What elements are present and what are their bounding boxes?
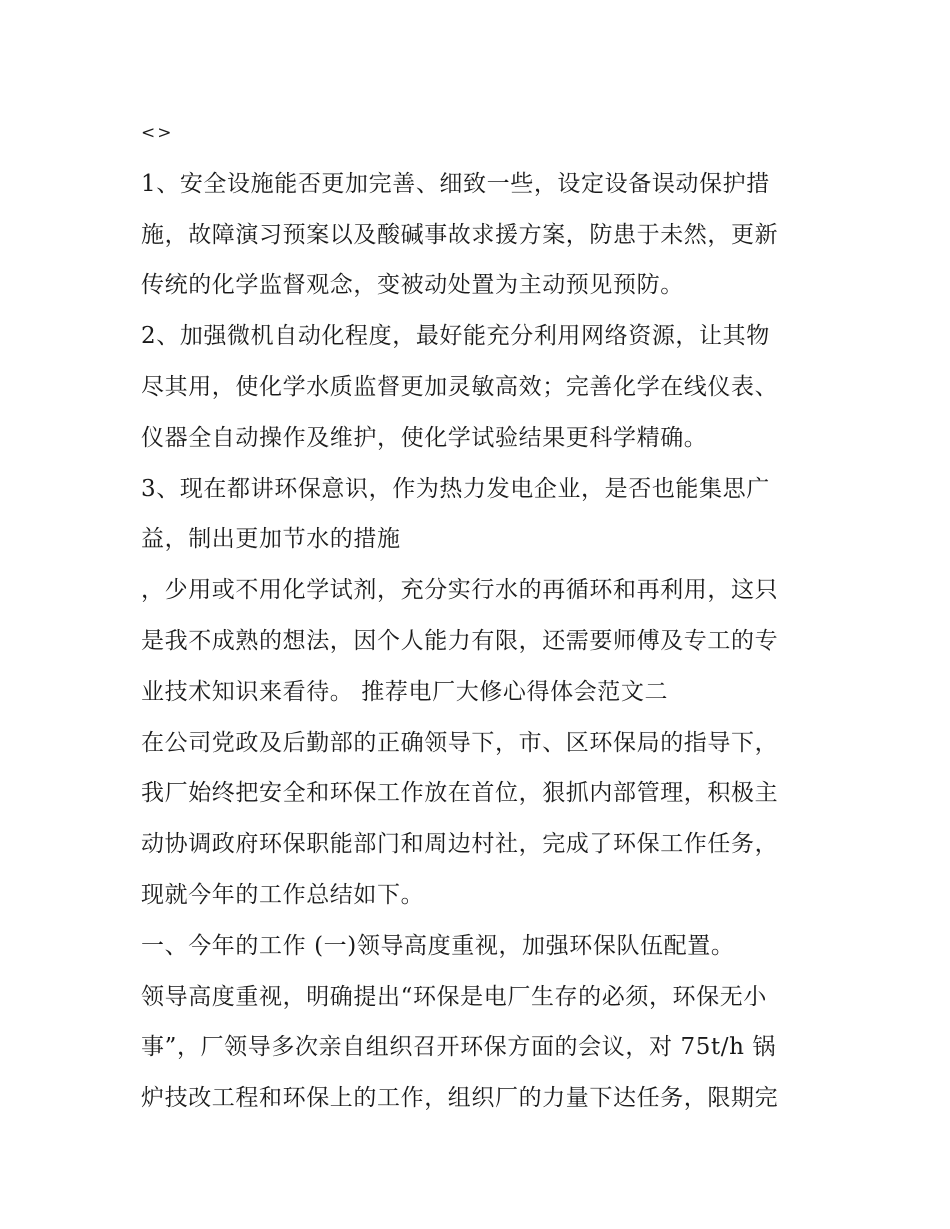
text-line: 一、今年的工作 (一)领导高度重视，加强环保队伍配置。 (141, 932, 735, 959)
text-line: 仪器全自动操作及维护，使化学试验结果更科学精确。 (141, 424, 708, 451)
text-line: 领导高度重视，明确提出“环保是电厂生存的必须，环保无小 (141, 983, 767, 1010)
text-line: 事”，厂领导多次亲自组织召开环保方面的会议，对 75t/h 锅 (141, 1034, 777, 1061)
text-line: 尽其用，使化学水质监督更加灵敏高效；完善化学在线仪表、 (141, 373, 779, 400)
text-line: 施，故障演习预案以及酸碱事故求援方案，防患于未然，更新 (141, 221, 779, 248)
text-line: 是我不成熟的想法，因个人能力有限，还需要师傅及专工的专 (141, 627, 779, 654)
text-line: 传统的化学监督观念，变被动处置为主动预见预防。 (141, 272, 684, 299)
text-line: 益，制出更加节水的措施 (141, 526, 401, 553)
text-line: 动协调政府环保职能部门和周边村社，完成了环保工作任务， (141, 831, 779, 858)
text-line: 现就今年的工作总结如下。 (141, 881, 425, 908)
text-line: 3、现在都讲环保意识，作为热力发电企业，是否也能集思广 (141, 475, 770, 502)
text-line: 1、安全设施能否更加完善、细致一些，设定设备误动保护措 (141, 170, 770, 197)
text-line: ，少用或不用化学试剂，充分实行水的再循环和再利用，这只 (141, 577, 779, 604)
text-line: 业技术知识来看待。 推荐电厂大修心得体会范文二 (141, 678, 669, 705)
text-line: 2、加强微机自动化程度，最好能充分利用网络资源，让其物 (141, 323, 770, 350)
document-body (141, 108, 821, 1124)
text-line: 炉技改工程和环保上的工作，组织厂的力量下达任务，限期完 (141, 1085, 779, 1112)
document-marker: <> (141, 123, 174, 143)
text-line: 我厂始终把安全和环保工作放在首位，狠抓内部管理，积极主 (141, 780, 779, 807)
text-line: 在公司党政及后勤部的正确领导下，市、区环保局的指导下， (141, 729, 779, 756)
